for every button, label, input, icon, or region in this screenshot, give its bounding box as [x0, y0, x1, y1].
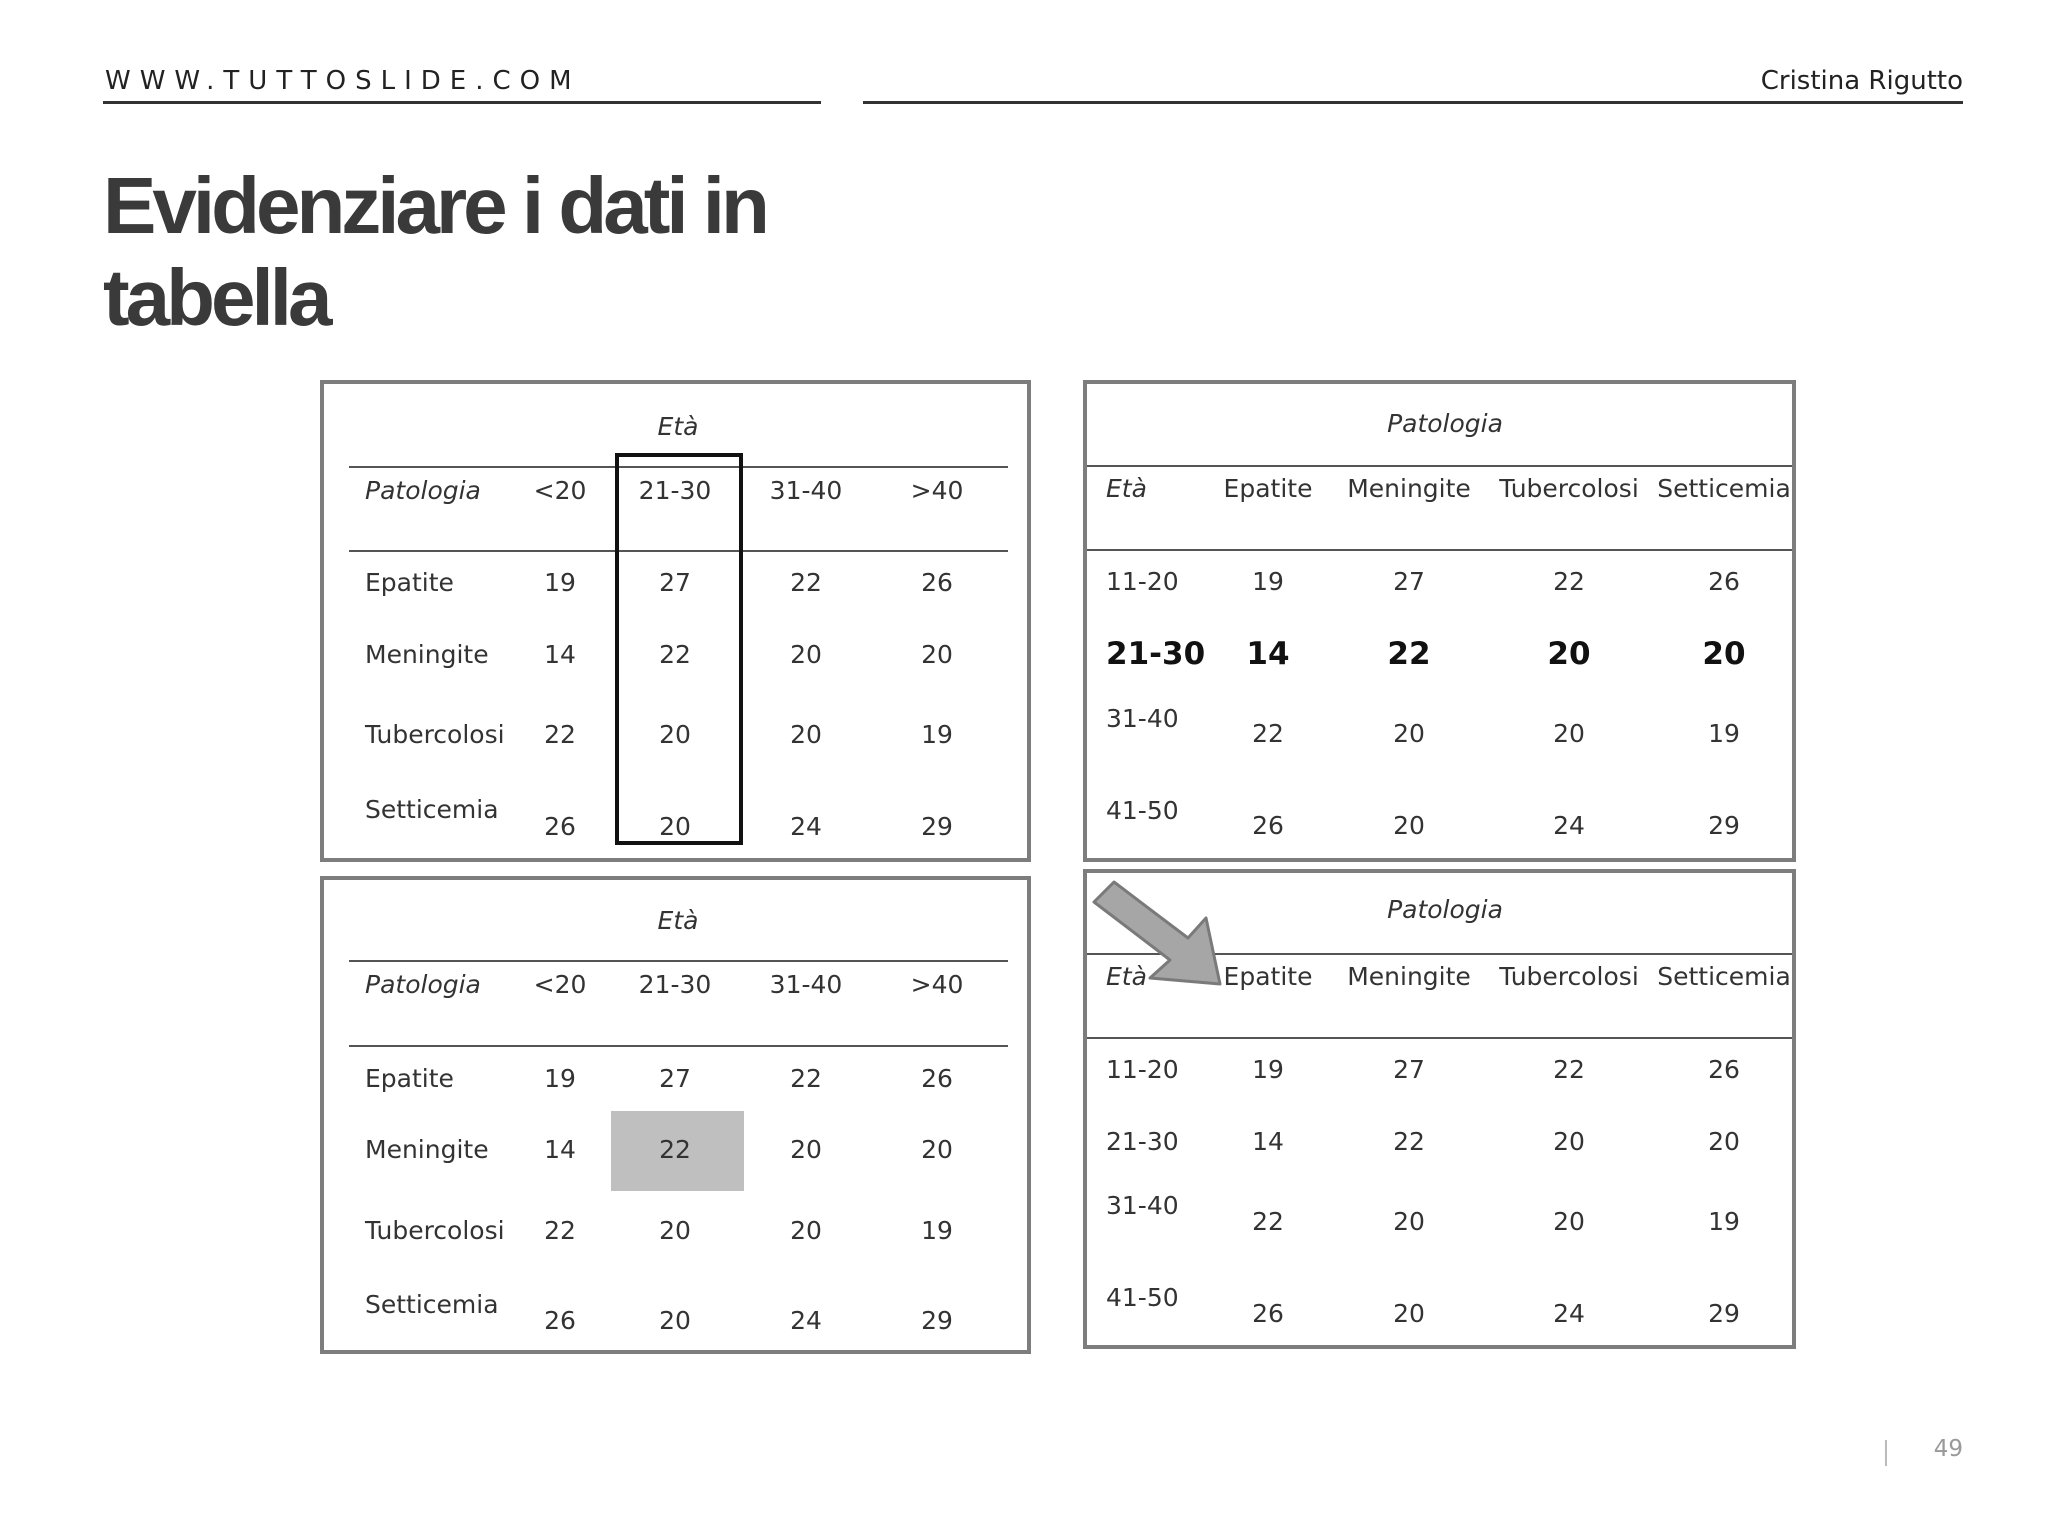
table-a-cell: 14: [544, 640, 576, 669]
table-b-cell: 26: [1708, 567, 1740, 596]
table-a-cell: 26: [921, 568, 953, 597]
table-d-cell: 14: [1252, 1127, 1284, 1156]
table-c-panel: [320, 876, 1031, 1354]
table-b-col-header: Setticemia: [1657, 474, 1791, 503]
table-b-cell: 22: [1553, 567, 1585, 596]
table-d-cell: 19: [1252, 1055, 1284, 1084]
table-d-cell: 22: [1393, 1127, 1425, 1156]
table-c-row-label: Meningite: [365, 1135, 489, 1164]
table-d-col-header: Meningite: [1347, 962, 1471, 991]
table-a-cell: 20: [790, 720, 822, 749]
table-a-col-header: 21-30: [638, 476, 712, 505]
table-d-cell: 29: [1708, 1299, 1740, 1328]
table-c-cell: 20: [659, 1306, 691, 1335]
table-d-row-label: 41-50: [1106, 1283, 1179, 1312]
table-b-cell-bold: 14: [1246, 636, 1290, 672]
table-a-cell: 29: [921, 812, 953, 841]
table-c-group-label: Età: [657, 906, 699, 935]
table-a-col-header: <20: [533, 476, 587, 505]
table-b-cell: 27: [1393, 567, 1425, 596]
table-b-cell: 26: [1252, 811, 1284, 840]
table-d-cell: 20: [1553, 1207, 1585, 1236]
table-a-cell: 27: [659, 568, 691, 597]
table-b-rule-top: [1087, 465, 1792, 467]
table-c-row-label: Setticemia: [365, 1290, 499, 1319]
table-d-cell: 26: [1708, 1055, 1740, 1084]
table-d-cell: 24: [1553, 1299, 1585, 1328]
table-a-row-label: Tubercolosi: [365, 720, 505, 749]
table-a-corner-label: Patologia: [365, 476, 481, 505]
table-d-cell: 22: [1252, 1207, 1284, 1236]
table-b-cell: 22: [1252, 719, 1284, 748]
table-c-cell: 26: [544, 1306, 576, 1335]
table-b-cell: 20: [1553, 719, 1585, 748]
table-d-rule-header: [1087, 1037, 1792, 1039]
table-d-col-header: Epatite: [1223, 962, 1313, 991]
table-a-cell: 22: [544, 720, 576, 749]
table-a-row-label: Setticemia: [365, 795, 499, 824]
table-c-cell: 27: [659, 1064, 691, 1093]
table-c-cell: 20: [921, 1135, 953, 1164]
table-d-cell: 20: [1393, 1207, 1425, 1236]
table-d-corner-label: Età: [1106, 962, 1147, 991]
highlight-column-box: [615, 453, 743, 845]
table-a-group-label: Età: [657, 412, 699, 441]
table-c-cell: 19: [544, 1064, 576, 1093]
table-b-row-label: 11-20: [1106, 567, 1179, 596]
table-b-cell: 24: [1553, 811, 1585, 840]
table-b-row-label-bold: 21-30: [1106, 636, 1206, 672]
table-d-col-header: Setticemia: [1657, 962, 1791, 991]
site-url: WWW.TUTTOSLIDE.COM: [105, 66, 581, 96]
table-c-col-header: >40: [910, 970, 964, 999]
table-c-col-header: 31-40: [769, 970, 843, 999]
table-c-cell: 20: [790, 1216, 822, 1245]
table-d-cell: 27: [1393, 1055, 1425, 1084]
table-b-row-label: 31-40: [1106, 704, 1179, 733]
table-d-cell: 22: [1553, 1055, 1585, 1084]
table-a-cell: 26: [544, 812, 576, 841]
table-a-col-header: >40: [910, 476, 964, 505]
table-a-cell: 20: [659, 812, 691, 841]
table-d-cell: 19: [1708, 1207, 1740, 1236]
table-c-cell-highlighted: 22: [659, 1135, 691, 1164]
table-a-cell: 24: [790, 812, 822, 841]
table-c-col-header: <20: [533, 970, 587, 999]
table-c-rule-header: [349, 1045, 1008, 1047]
table-c-cell: 22: [790, 1064, 822, 1093]
table-c-cell: 20: [790, 1135, 822, 1164]
table-b-col-header: Meningite: [1347, 474, 1471, 503]
table-a-row-label: Epatite: [365, 568, 454, 597]
table-b-corner-label: Età: [1106, 474, 1147, 503]
table-d-row-label: 31-40: [1106, 1191, 1179, 1220]
table-b-panel: [1083, 380, 1796, 862]
table-b-cell: 29: [1708, 811, 1740, 840]
table-a-cell: 22: [790, 568, 822, 597]
header-rule-right: [863, 101, 1963, 104]
table-d-cell: 20: [1553, 1127, 1585, 1156]
table-c-row-label: Epatite: [365, 1064, 454, 1093]
table-d-col-header: Tubercolosi: [1499, 962, 1639, 991]
table-b-cell: 20: [1393, 719, 1425, 748]
table-b-row-label: 41-50: [1106, 796, 1179, 825]
table-d-row-label: 21-30: [1106, 1127, 1179, 1156]
arrow-icon: [1092, 880, 1232, 1000]
table-b-col-header: Epatite: [1223, 474, 1313, 503]
table-b-col-header: Tubercolosi: [1499, 474, 1639, 503]
table-d-cell: 20: [1708, 1127, 1740, 1156]
table-c-col-header: 21-30: [638, 970, 712, 999]
table-a-col-header: 31-40: [769, 476, 843, 505]
table-a-cell: 19: [921, 720, 953, 749]
table-b-cell-bold: 20: [1702, 636, 1746, 672]
table-a-cell: 20: [921, 640, 953, 669]
table-a-cell: 22: [659, 640, 691, 669]
table-a-panel: [320, 380, 1031, 862]
table-c-row-label: Tubercolosi: [365, 1216, 505, 1245]
table-c-corner-label: Patologia: [365, 970, 481, 999]
table-c-cell: 22: [544, 1216, 576, 1245]
table-c-rule-top: [349, 960, 1008, 962]
table-b-cell: 20: [1393, 811, 1425, 840]
table-b-cell: 19: [1708, 719, 1740, 748]
table-c-cell: 14: [544, 1135, 576, 1164]
author-name: Cristina Rigutto: [1760, 66, 1963, 96]
table-b-cell-bold: 20: [1547, 636, 1591, 672]
table-b-group-label: Patologia: [1387, 409, 1503, 438]
table-c-cell: 29: [921, 1306, 953, 1335]
table-c-cell: 24: [790, 1306, 822, 1335]
table-a-cell: 20: [659, 720, 691, 749]
page-title: Evidenziare i dati in tabella: [103, 161, 766, 342]
table-b-rule-header: [1087, 549, 1792, 551]
table-a-row-label: Meningite: [365, 640, 489, 669]
table-b-cell-bold: 22: [1387, 636, 1431, 672]
table-c-cell: 20: [659, 1216, 691, 1245]
table-d-group-label: Patologia: [1387, 895, 1503, 924]
table-c-cell: 19: [921, 1216, 953, 1245]
page-separator: [1885, 1440, 1887, 1466]
table-d-cell: 20: [1393, 1299, 1425, 1328]
table-a-cell: 20: [790, 640, 822, 669]
table-d-row-label: 11-20: [1106, 1055, 1179, 1084]
table-b-cell: 19: [1252, 567, 1284, 596]
page-number: 49: [1933, 1436, 1963, 1462]
header-rule-left: [103, 101, 821, 104]
table-a-cell: 19: [544, 568, 576, 597]
table-d-cell: 26: [1252, 1299, 1284, 1328]
table-c-cell: 26: [921, 1064, 953, 1093]
